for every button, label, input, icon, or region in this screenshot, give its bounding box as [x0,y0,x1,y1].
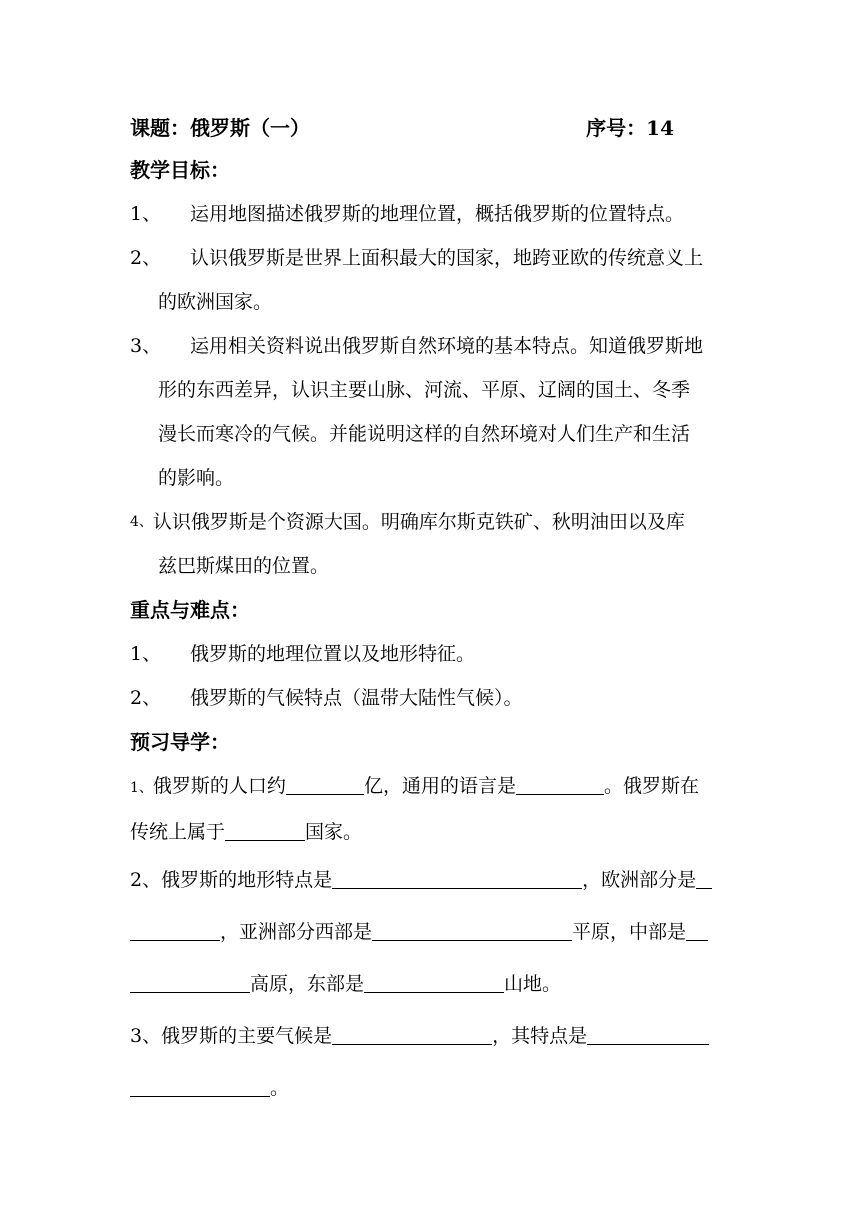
objective-number: 2、 [130,247,162,269]
objective-item-3-cont [130,456,732,500]
question-text: 俄罗斯的人口约 [152,775,286,797]
question-text: ，欧洲部分是 [582,869,697,891]
objective-item-1 [130,192,732,236]
objective-item-4-cont [130,544,732,588]
serial-number: 序号：14 [586,116,674,140]
preview-question-3-cont [130,1062,732,1114]
central-plateau-blank-cont[interactable] [130,970,250,993]
preview-question-3 [130,1010,732,1062]
question-text: 传统上属于 [130,821,226,843]
east-mountain-blank[interactable] [364,970,504,993]
question-text: 国家。 [305,821,363,843]
keypoint-number: 1、 [130,643,162,665]
lesson-plan-page [130,108,732,1114]
objective-item-2-cont [130,280,732,324]
objective-text: 漫长而寒冷的气候。并能说明这样的自然环境对人们生产和生活 [158,423,691,445]
objective-text: 的欧洲国家。 [158,291,273,313]
preview-question-2-cont [130,906,732,958]
objective-item-4 [130,500,732,544]
objective-number: 4、 [130,514,153,530]
european-part-blank-cont[interactable] [130,918,220,941]
objective-number: 3、 [130,335,162,357]
region-blank[interactable] [225,818,305,841]
question-text: 。俄罗斯在 [603,775,699,797]
objective-text: 认识俄罗斯是个资源大国。明确库尔斯克铁矿、秋明油田以及库 [152,511,685,533]
objective-item-2 [130,236,732,280]
lesson-title: 课题：俄罗斯（一） [130,116,310,140]
preview-question-1 [130,764,732,810]
west-plain-blank[interactable] [372,918,572,941]
question-text: 3、俄罗斯的主要气候是 [130,1025,333,1047]
objective-item-3-cont [130,412,732,456]
keypoint-text: 俄罗斯的地理位置以及地形特征。 [190,643,476,665]
keypoint-item-2 [130,676,732,720]
keypoint-text: 俄罗斯的气候特点（温带大陆性气候）。 [190,687,523,709]
central-plateau-blank[interactable] [686,918,708,941]
question-text: 山地。 [504,973,562,995]
objective-text: 认识俄罗斯是世界上面积最大的国家，地跨亚欧的传统意义上 [190,247,704,269]
climate-type-blank[interactable] [332,1022,492,1045]
question-text: 。 [270,1077,290,1099]
language-blank[interactable] [516,772,604,795]
terrain-feature-blank[interactable] [332,866,582,889]
question-text: ，亚洲部分西部是 [220,921,373,943]
keypoints-heading: 重点与难点： [130,598,250,622]
question-text: 2、俄罗斯的地形特点是 [130,869,333,891]
objective-text: 的影响。 [158,467,235,489]
european-part-blank[interactable] [696,866,712,889]
keypoint-item-1 [130,632,732,676]
question-number: 1、 [130,780,153,796]
question-text: ，其特点是 [492,1025,588,1047]
question-text: 平原，中部是 [572,921,687,943]
objective-item-3 [130,324,732,368]
climate-feature-blank[interactable] [587,1022,709,1045]
question-text: 高原，东部是 [250,973,365,995]
objective-text: 运用相关资料说出俄罗斯自然环境的基本特点。知道俄罗斯地 [190,335,704,357]
question-text: 亿，通用的语言是 [363,775,516,797]
climate-feature-blank-cont[interactable] [130,1074,270,1097]
objectives-heading: 教学目标： [130,158,230,182]
preview-heading: 预习导学： [130,730,230,754]
objective-text: 运用地图描述俄罗斯的地理位置，概括俄罗斯的位置特点。 [190,203,685,225]
preview-question-1-cont [130,810,732,854]
population-blank[interactable] [286,772,364,795]
objective-text: 兹巴斯煤田的位置。 [158,555,330,577]
title-row [130,108,732,148]
keypoint-number: 2、 [130,687,162,709]
objective-number: 1、 [130,203,162,225]
preview-question-2-cont [130,958,732,1010]
preview-question-2 [130,854,732,906]
objective-text: 形的东西差异，认识主要山脉、河流、平原、辽阔的国土、冬季 [158,379,691,401]
objective-item-3-cont [130,368,732,412]
